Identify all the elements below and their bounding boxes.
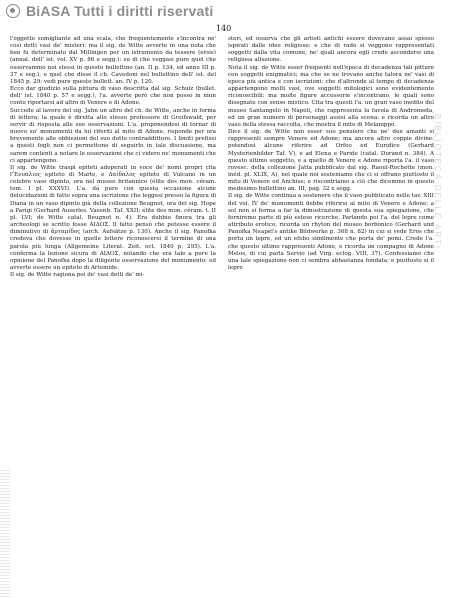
page-number: 140 bbox=[216, 24, 232, 33]
banner-text: BiASA Tutti i diritti riservati bbox=[26, 3, 214, 19]
library-watermark: BIBLIOTECA DELLE ARTI bbox=[433, 114, 442, 251]
page-edge bbox=[0, 470, 10, 598]
scanned-page bbox=[10, 24, 444, 590]
header-banner bbox=[0, 0, 458, 22]
biasa-logo-icon bbox=[6, 4, 20, 18]
right-column-text: steri, ed osserva che gli artisti antichi essere dovevano assai spesso ispirati dalle idee religiose: e che di rado si veggono rappresentati soggetti dalla vita comune, ne' quali ancora egli crede ascondersi una religiosa allusione. Nota il sig. de Witte esser frequenti nell'epoca di decadenza tali pitture con soggetti enigmatici; ma che se ne trovano anche talora ne' vasi di epoca più antica e con iscrizioni: che d'altronde al tempo di decadenza appartengono molti vasi, ove soggetti mitologici sono evidentemente riconoscibili: ma molte figure accessorie s'incontrano, le quali sono disegnate con senso mistico. Cita tra questi l'a. un gran vaso inedito del museo Santangelo in Napoli, che rappresenta la favola di Andromeda, ed un gran numero di personaggi assisi alla scena: e ricorda un altro vaso della stessa raccolta, che mostra il mito di Melanippo. Dice il sig. de Witte non esser suo pensiero che ne' due amanti si rappresenti sempre Venere ed Adone; ma ancora altre coppie divine: potendosi alcune riferire ad Orfeo ed Euridice (Gerhard Mysterienbilder Taf. V), e ad Elena e Paride (catal. Durand n. 384). A questo ultimo soggetto, e a quello di Venere e Adone riporta l'a. il vaso rovesc. della collezione Jatta pubblicato dal sig. Raoul-Rochette (mon. inéd. pl. XLIX, A), nel quale noi sosteniamo che ci si offrano piuttosto il mito di Venere ed Anchise; e riscontriamo a ciò che dicemmo in questo medesimo bullettino an. III, pag. 32 e segg. Il sig. de Witte continua a sostenere che il vaso pubblicato nelle tav. XIII del vol. IV de' monumenti debbe riferirsi al mito di Venere e Adone; a sol non si ferma a far la dimostrazione di questa sua spiegazione, che forniremo parte di più estese ricerche. Parlando poi l'a. del lepre come attributo erotico, ricorda un rhyton del museo borbonico (Gerhard und Panofka Neapel's antike Bildwerke p. 368 n. 82) in cui si vede Eros che porta un lepre, ed un efebo similmente che porta de' pomi. Crede l'a. che questo ultimo rappresenti Adone, e ricorda un compagno di Adone Melos, di cui parla Servio (ad Virg. eclog. VIII, 37). Confessiamo che una tale spiegazione non ci sembra abbastanza fondata: e piuttosto si il lepre bbox=[228, 36, 434, 271]
left-column-text: l'oggetto somigliante ad una scala, che frequentemente s'incontra ne' così detti vasi de' misteri: ma il sig. de Witte avverte in una nota che ben fu determinato dal Millingen per un istrumento da tessere (ersis) (annal. dell' ist. vol. XV p. 86 e segg.): su di che veggasi pure quel che osservammo noi stessi in questo bullettino (an. II p. 134, ed anno III p. 37 e seg.), e quel che disse il ch. Cavedoni nel bullettino dell' ist. del 1845 p. 29: vedi pure questo bullett. an. IV p. 120. Ecco dar giudizio sulla pittura di vaso descritta dal sig. Schulz (bullet. dell' ist. 1840 p. 57 e segg.), l'a. avverte però che non posso in niun conto riportarsi ad altro di Venere e di Adone. Succede al lavoro del sig. Jahn un altro del ch. de Witte, anche in forma di lettera; la quale è diretta allo stesso professore di Greifswald, per servir di risposta alle sue osservazioni. L'a. proponendosi di tornar di nuovo su' monumenti da lui riferiti al mito di Adone, risponde per ora brevemente alle obbiezioni del suo dotto contraddittore. I limiti prefissi a questi fogli non ci permettono di seguirlo in tale discussione, ma sarem contenti a notare le osservazioni che ci videro ne' monumenti che ci appartengono. Il sig. de Witte traspi epiteti adoperati in voce de' nomi propri cita l'Ἐνυάλιος epiteto di Marte, e Δαίδαλος epiteto di Vulcano in un celebre vaso dipinto, ora nel museo britannico (élite des mon. céram. tom. I pl. XXXVI). L'a. dà pure con questa occasione alcune delucidazioni di fatto sopra una iscrizione che leggesi presso la figura di Diana in un vaso dipinto già della collezione Beugnot, ora del sig. Hope a Parigi (Gerhard Auserles. Vasenb. Taf. XXII; élite des mon. céram. t. II pl. LVI; de Witte catal. Beugnot n. 4). Era dubbio finora tra gli archeologi se scritto fosse ΑΙΔΟΣ. Il fatto pensò che potesse essere il diminutivo di ἄρταμίδος (arch. Aufsätze p. 130). Anche il sig. Panofka credeva che dovesse in quelle lettere riconoscersi il termine di una parola più lunga (Allgemeine Literat. Zeit. oct. 1840 p. 295). L'a. conferma la lezione sicura di ΑΙΔΟΣ, notando che era tale a pure la opinione del Panofka dopo la diligente osservazione del monumento: ed avverte essere un epiteto di Artemide. Il sig. de Witte ragiona poi de' vasi detti de' mi- bbox=[10, 36, 216, 279]
